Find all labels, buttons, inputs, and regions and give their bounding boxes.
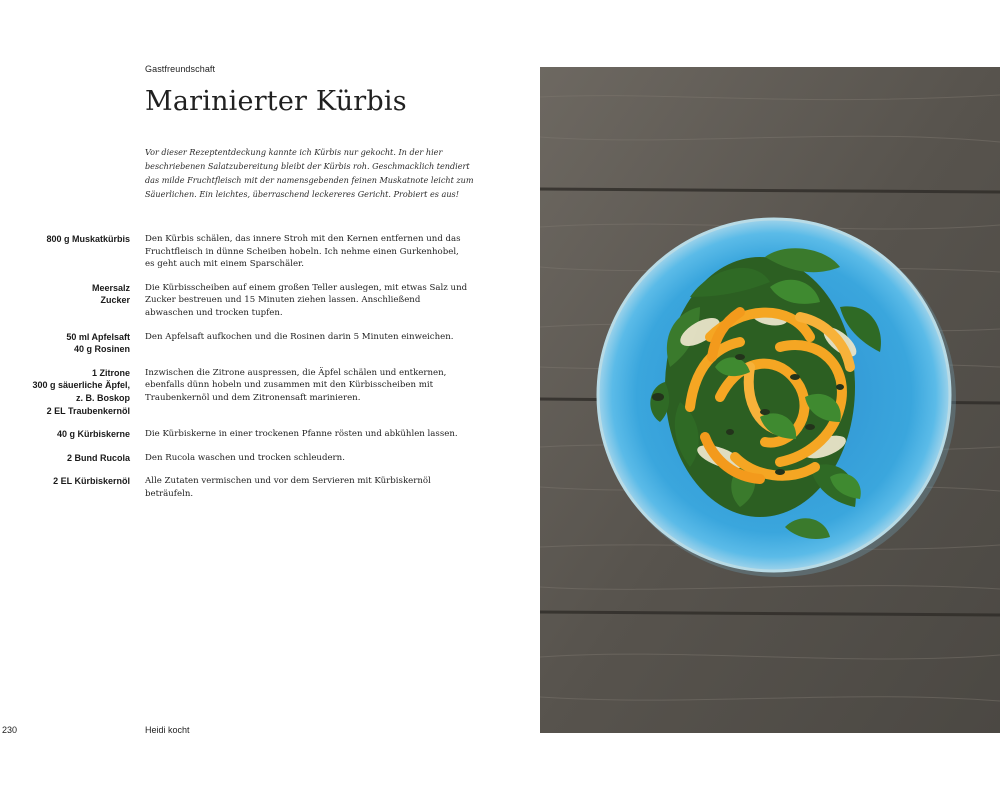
ingredient-list: [0, 428, 130, 441]
salad-photo-illustration: [540, 67, 1000, 733]
ingredient-list: [0, 233, 130, 246]
recipe-step: [0, 428, 520, 441]
instruction-text: Den Apfelsaft aufkochen und die Rosinen darin 5 Minuten einweichen.: [145, 331, 454, 342]
recipe-step: [0, 475, 520, 500]
recipe-step: [0, 452, 520, 465]
ingredient-list: [0, 331, 130, 356]
ingredient: 2 Bund Rucola: [66, 452, 130, 463]
instruction-text: Alle Zutaten vermischen und vor dem Servieren mit Kürbiskernöl beträufeln.: [145, 476, 431, 499]
ingredient: 300 g säuerliche Äpfel,: [32, 380, 130, 391]
book-title-footer: Heidi kocht: [145, 725, 190, 735]
ingredient-list: [0, 475, 130, 488]
ingredient-list: [0, 367, 130, 417]
recipe-step: [0, 367, 520, 417]
ingredient: Meersalz: [91, 282, 130, 293]
ingredient: 800 g Muskatkürbis: [46, 234, 130, 244]
ingredient: 50 ml Apfelsaft: [66, 331, 130, 342]
instruction-text: Die Kürbisscheiben auf einem großen Teller auslegen, mit etwas Salz und Zucker bestreuen und 15 Minuten ziehen lassen. Anschließend abwaschen und trocken tupfen.: [145, 282, 468, 318]
instruction-text: Die Kürbiskerne in einer trockenen Pfanne rösten und abkühlen lassen.: [145, 429, 458, 440]
ingredient: 1 Zitrone: [91, 367, 130, 378]
ingredient-list: [0, 282, 130, 307]
ingredient: 40 g Rosinen: [73, 344, 130, 355]
page-number: 230: [2, 725, 18, 735]
recipe-step: [0, 331, 520, 356]
ingredient-list: [0, 452, 130, 465]
recipe-title: Marinierter Kürbis: [145, 86, 407, 117]
ingredient: 2 EL Traubenkernöl: [46, 405, 130, 416]
recipe-steps: [0, 233, 520, 512]
recipe-step: [0, 233, 520, 271]
section-label: Gastfreundschaft: [145, 64, 216, 74]
ingredient: 2 EL Kürbiskernöl: [53, 476, 130, 487]
salad-photo: [540, 67, 1000, 733]
instruction-text: Inzwischen die Zitrone auspressen, die Äpfel schälen und entkernen, ebenfalls dünn hobeln und zusammen mit den Kürbisscheiben mit Traubenkernöl und dem Zitronensaft marinieren.: [145, 367, 447, 403]
instruction-text: Den Rucola waschen und trocken schleudern.: [145, 452, 345, 463]
instruction-text: Den Kürbis schälen, das innere Stroh mit den Kernen entfernen und das Fruchtfleisch in dünne Scheiben hobeln. Ich nehme einen Gurkenhobel, es geht auch mit einem Sparschäler.: [145, 234, 461, 270]
ingredient: z. B. Boskop: [75, 392, 130, 403]
recipe-intro: Vor dieser Rezeptentdeckung kannte ich Kürbis nur gekocht. In der hier beschriebenen Salatzubereitung bleibt der Kürbis roh. Geschmacklich tendiert das milde Fruchtfleisch mit der namensgebenden feinen Muskatnote leicht zum Säuerlichen. Ein leichtes, überraschend leckereres Gericht. Probiert es aus!: [145, 147, 474, 199]
ingredient: Zucker: [100, 295, 130, 306]
recipe-step: [0, 282, 520, 320]
ingredient: 40 g Kürbiskerne: [56, 429, 130, 440]
